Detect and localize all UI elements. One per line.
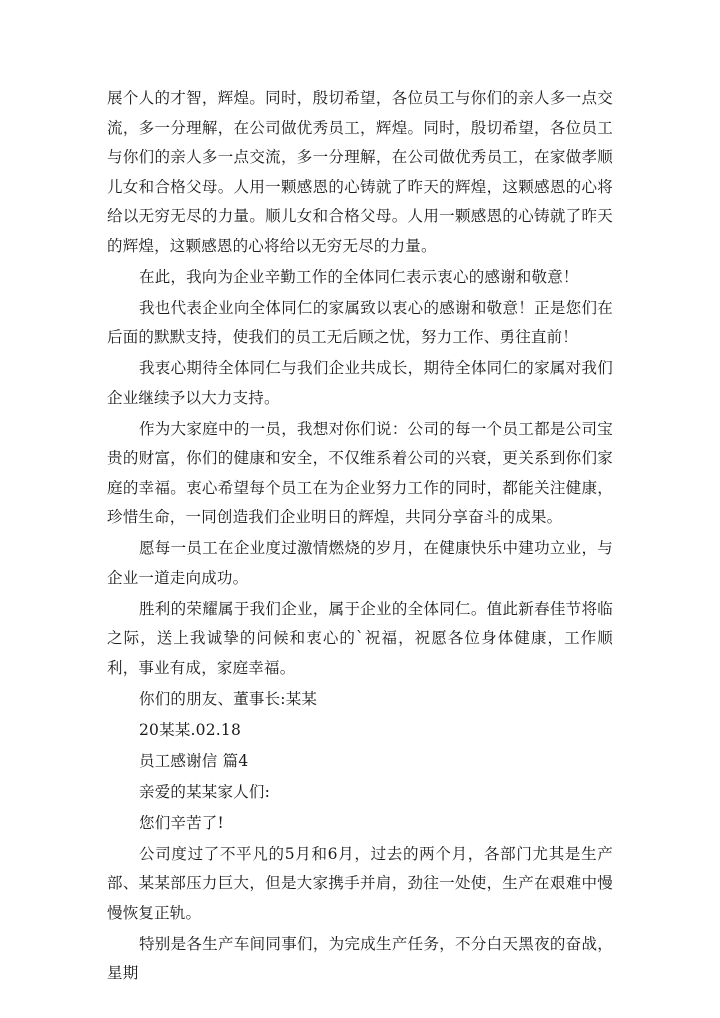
paragraph-6: 愿每一员工在企业度过激情燃烧的岁月，在健康快乐中建功立业，与企业一道走向成功。 <box>107 539 613 587</box>
paragraph-3: 我也代表企业向全体同仁的家属致以衷心的感谢和敬意！正是您们在后面的默默支持，使我们的员工无后顾之忧，努力工作、勇往直前！ <box>107 298 613 346</box>
paragraph-12: 公司度过了不平凡的5月和6月，过去的两个月，各部门尤其是生产部、某某部压力巨大，但是大家携手并肩，劲往一处使，生产在艰难中慢慢恢复正轨。 <box>107 844 613 922</box>
signature-line: 你们的朋友、董事长:某某 <box>139 689 318 708</box>
salutation: 亲爱的某某家人们: <box>139 782 271 801</box>
document-page <box>107 84 613 990</box>
paragraph-4: 我衷心期待全体同仁与我们企业共成长，期待全体同仁的家属对我们企业继续予以大力支持。 <box>107 359 613 407</box>
paragraph-5: 作为大家庭中的一员，我想对你们说：公司的每一个员工都是公司宝贵的财富，你们的健康和安全，不仅维系着公司的兴衰，更关系到你们家庭的幸福。衷心希望每个员工在为企业努力工作的同时，都能关注健康，珍惜生命，一同创造我们企业明日的辉煌，共同分享奋斗的成果。 <box>107 419 613 526</box>
paragraph-13: 特别是各生产车间同事们，为完成生产任务，不分白天黑夜的奋战，星期 <box>107 934 613 982</box>
paragraph-2: 在此，我向为企业辛勤工作的全体同仁表示衷心的感谢和敬意！ <box>139 267 579 286</box>
paragraph-7: 胜利的荣耀属于我们企业，属于企业的全体同仁。值此新春佳节将临之际，送上我诚挚的问候和衷心的`祝福，祝愿各位身体健康，工作顺利，事业有成，家庭幸福。 <box>107 599 613 677</box>
greeting-line: 您们辛苦了! <box>139 813 224 832</box>
section-heading: 员工感谢信 篇4 <box>139 751 249 770</box>
date-line: 20某某.02.18 <box>139 720 242 739</box>
paragraph-1: 展个人的才智，辉煌。同时，殷切希望，各位员工与你们的亲人多一点交流，多一分理解，在公司做优秀员工，辉煌。同时，殷切希望，各位员工与你们的亲人多一点交流，多一分理解，在公司做优秀员工，在家做孝顺儿女和合格父母。人用一颗感恩的心铸就了昨天的辉煌，这颗感恩的心将给以无穷无尽的力量。顺儿女和合格父母。人用一颗感恩的心铸就了昨天的辉煌，这颗感恩的心将给以无穷无尽的力量。 <box>107 89 613 255</box>
